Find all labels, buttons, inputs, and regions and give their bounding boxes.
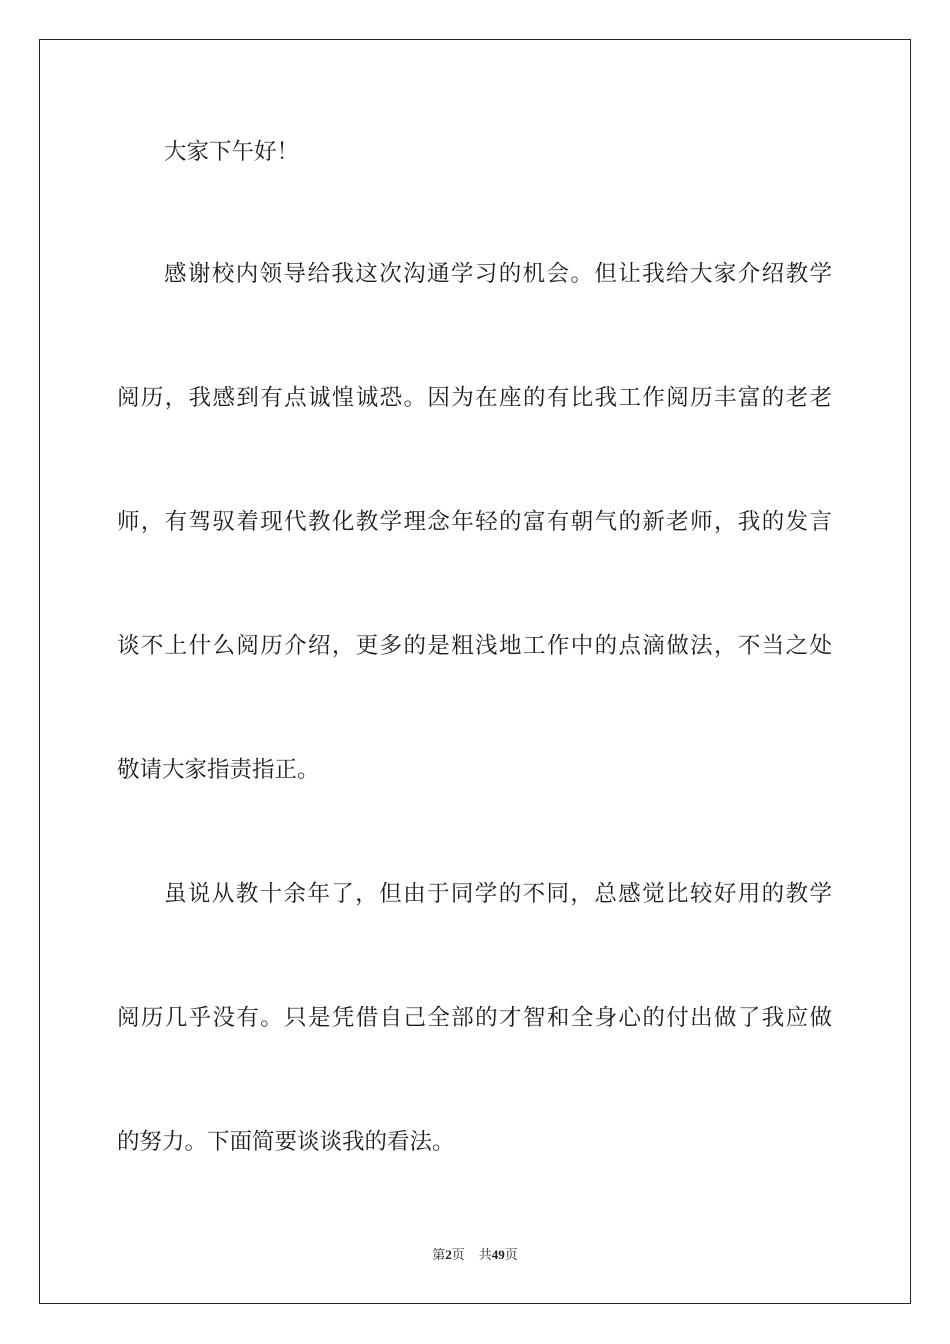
paragraph-2-line-2: 阅历几乎没有。只是凭借自己全部的才智和全身心的付出做了我应做: [117, 1005, 832, 1031]
greeting-line: 大家下午好！: [164, 139, 300, 165]
page-number: 2: [445, 1247, 452, 1262]
page-prefix: 第: [432, 1247, 446, 1262]
paragraph-1-line-4: 谈不上什么阅历介绍，更多的是粗浅地工作中的点滴做法，不当之处: [117, 633, 832, 659]
total-pages: 49: [491, 1247, 505, 1262]
page-footer: [0, 1245, 950, 1265]
paragraph-1-line-5: 敬请大家指责指正。: [117, 757, 320, 783]
page-border: [39, 39, 911, 1304]
page-suffix: 页: [451, 1247, 465, 1262]
paragraph-2-line-1: 虽说从教十余年了，但由于同学的不同，总感觉比较好用的教学: [164, 881, 832, 907]
paragraph-1-line-1: 感谢校内领导给我这次沟通学习的机会。但让我给大家介绍教学: [164, 261, 832, 287]
total-prefix: 共: [478, 1247, 492, 1262]
paragraph-2-line-3: 的努力。下面简要谈谈我的看法。: [117, 1129, 455, 1155]
total-suffix: 页: [504, 1247, 518, 1262]
paragraph-1-line-3: 师，有驾驭着现代教化教学理念年轻的富有朝气的新老师，我的发言: [117, 509, 832, 535]
paragraph-1-line-2: 阅历，我感到有点诚惶诚恐。因为在座的有比我工作阅历丰富的老老: [117, 385, 832, 411]
